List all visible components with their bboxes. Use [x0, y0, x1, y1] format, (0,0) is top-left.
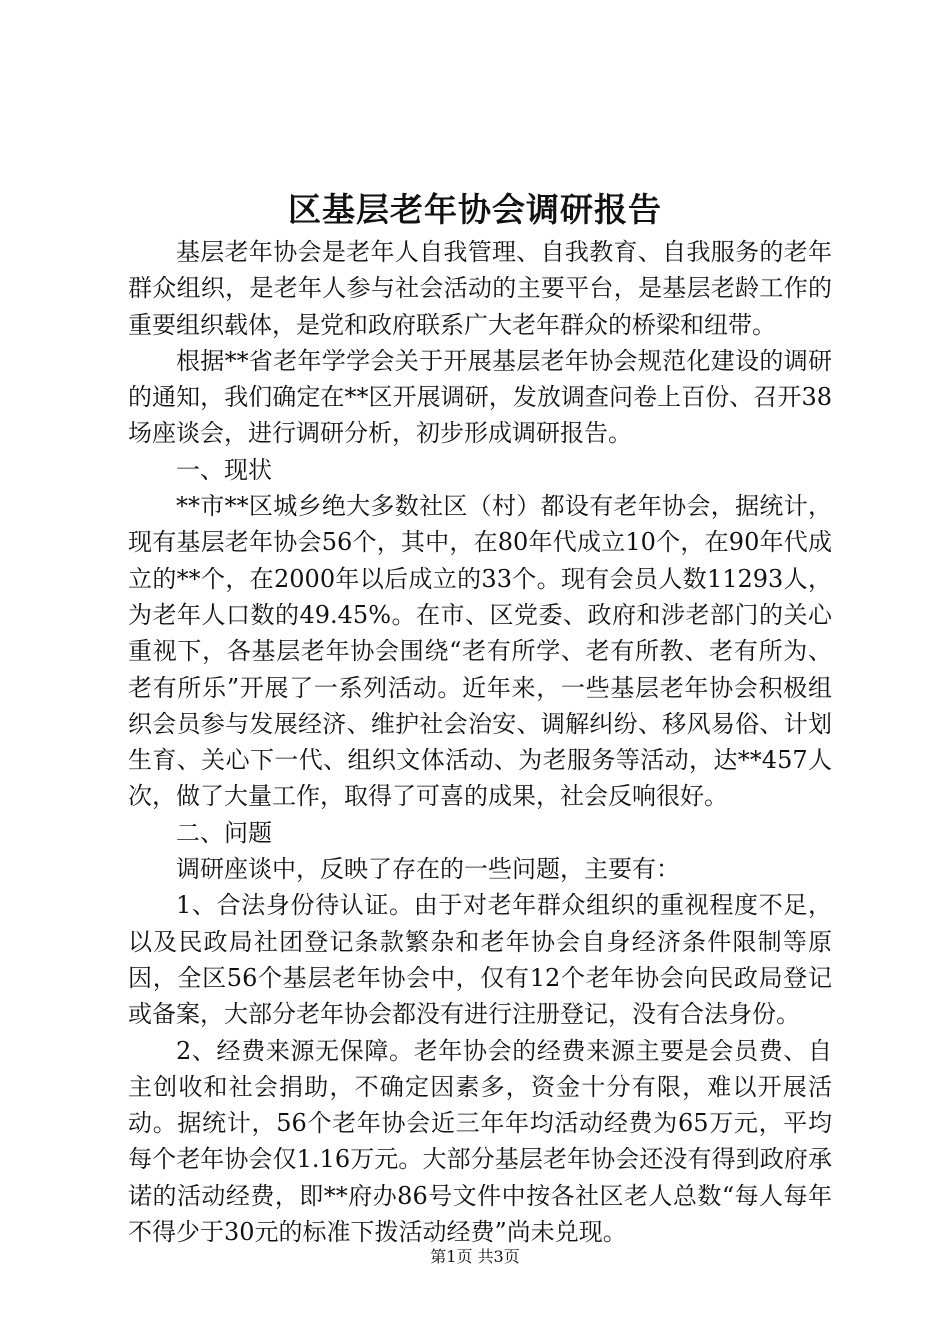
section-heading-problems: 二、问题	[176, 818, 272, 847]
page-number-footer: 第1页 共3页	[430, 1247, 520, 1266]
paragraph-problems-intro: 调研座谈中，反映了存在的一些问题，主要有：	[176, 855, 680, 884]
paragraph-intro: 基层老年协会是老年人自我管理、自我教育、自我服务的老年群众组织，是老年人参与社会活动的主要平台，是基层老龄工作的重要组织载体，是党和政府联系广大老年群众的桥梁和纽带。	[128, 238, 832, 339]
document-body	[128, 234, 832, 1250]
document-title: 区基层老年协会调研报告	[288, 190, 662, 229]
section-heading-status: 一、现状	[176, 455, 272, 484]
paragraph-survey: 根据**省老年学学会关于开展基层老年协会规范化建设的调研的通知，我们确定在**区开展调研，发放调查问卷上百份、召开38场座谈会，进行调研分析，初步形成调研报告。	[128, 346, 832, 448]
paragraph-problem-2: 2、经费来源无保障。老年协会的经费来源主要是会员费、自主创收和社会捐助，不确定因素多，资金十分有限，难以开展活动。据统计，56个老年协会近三年年均活动经费为65万元，平均每个老年协会仅1.16万元。大部分基层老年协会还没有得到政府承诺的活动经费，即**府办86号文件中按各社区老人总数“每人每年不得少于30元的标准下拨活动经费”尚未兑现。	[128, 1036, 832, 1247]
paragraph-status: **市**区城乡绝大多数社区（村）都设有老年协会，据统计，现有基层老年协会56个，其中，在80年代成立10个，在90年代成立的**个，在2000年以后成立的33个。现有会员人数11293人，为老年人口数的49.45%。在市、区党委、政府和涉老部门的关心重视下，各基层老年协会围绕“老有所学、老有所教、老有所为、老有所乐”开展了一系列活动。近年来，一些基层老年协会积极组织会员参与发展经济、维护社会治安、调解纠纷、移风易俗、计划生育、关心下一代、组织文体活动、为老服务等活动，达**457人次，做了大量工作，取得了可喜的成果，社会反响很好。	[128, 492, 832, 811]
paragraph-problem-1: 1、合法身份待认证。由于对老年群众组织的重视程度不足，以及民政局社团登记条款繁杂和老年协会自身经济条件限制等原因，全区56个基层老年协会中，仅有12个老年协会向民政局登记或备案，大部分老年协会都没有进行注册登记，没有合法身份。	[128, 891, 832, 1029]
